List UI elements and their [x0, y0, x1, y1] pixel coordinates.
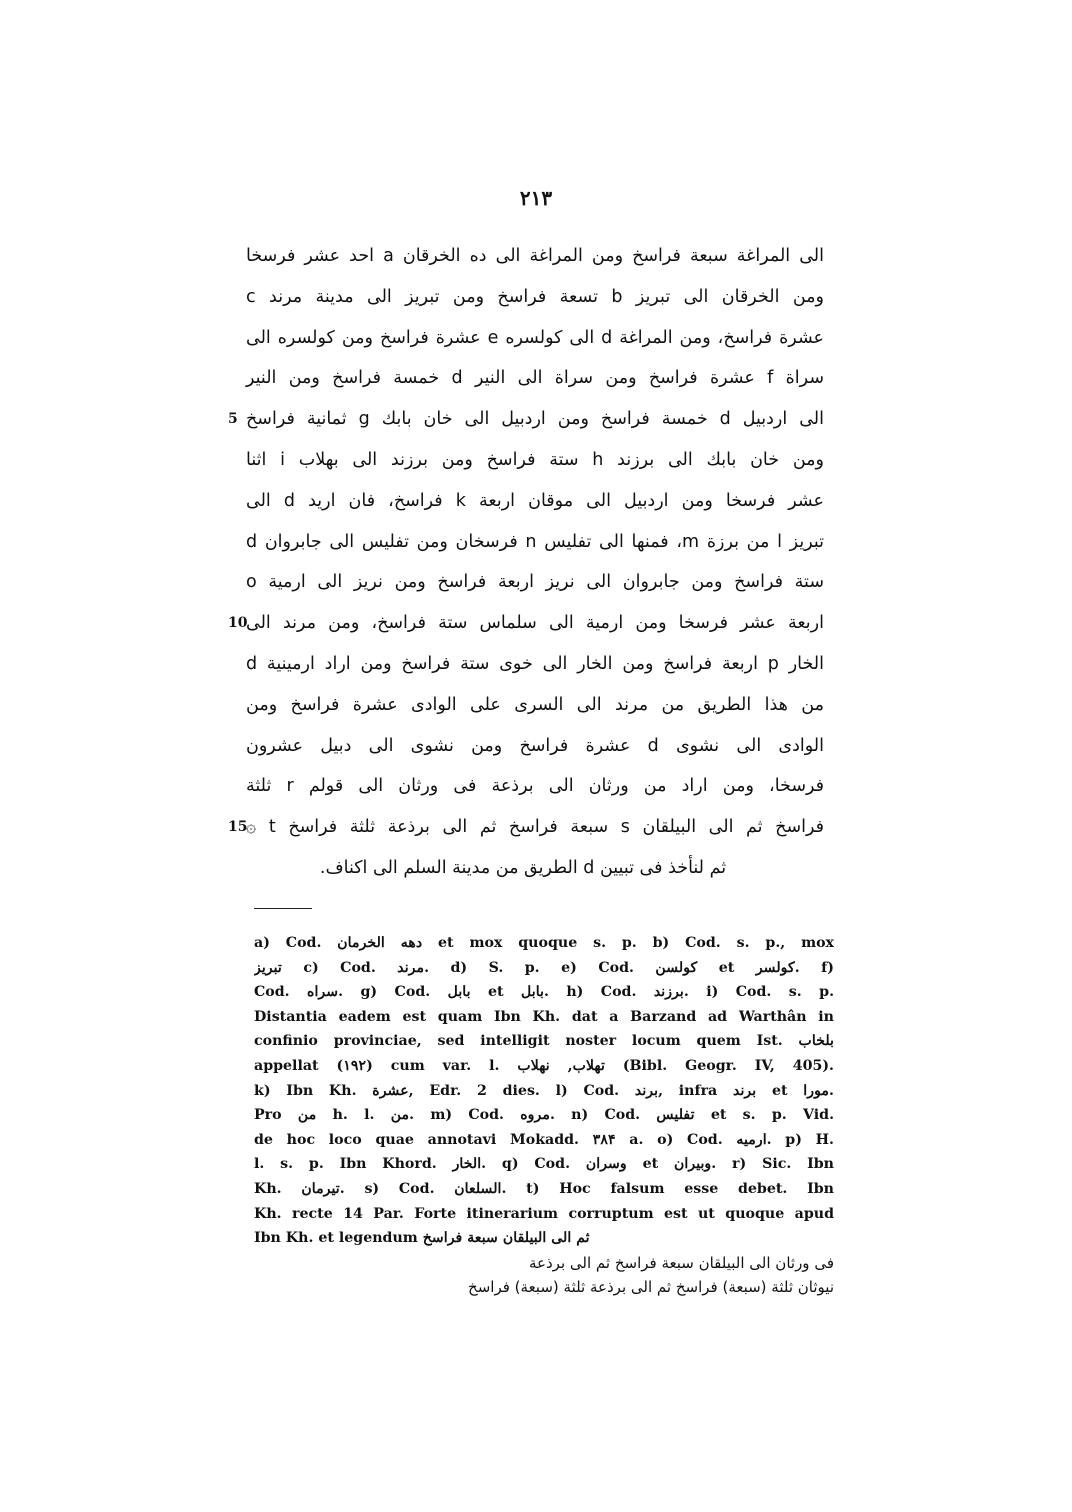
text-line-content: سراة f عشرة فراسخ ومن سراة الى النير d خمسة فراسخ ومن النير	[246, 368, 824, 389]
text-line	[228, 603, 824, 644]
text-line	[228, 399, 824, 440]
footnote-line: تبريز c) Cod. مرند. d) S. p. e) Cod. كولسن et كولسر. f)	[254, 959, 834, 976]
text-line	[246, 644, 824, 685]
text-line-content: من هذا الطريق من مرند الى السرى على الوادى عشرة فراسخ ومن	[246, 694, 824, 715]
line-number: 10	[228, 615, 248, 632]
text-line-content: ثم لنأخذ فى تبيين d الطريق من مدينة السلم الى اكناف.	[319, 857, 727, 878]
text-line-content: تبريز l من برزة m، فمنها الى تفليس n فرسخان ومن تفليس الى جابروان d	[246, 531, 824, 552]
text-line-content: عشرة فراسخ، ومن المراغة d الى كولسره e عشرة فراسخ ومن كولسره الى	[246, 327, 824, 348]
footnote-line: Distantia eadem est quam Ibn Kh. dat a Barzand ad Warthân in	[254, 1008, 834, 1025]
text-line	[246, 562, 824, 603]
text-line	[246, 236, 824, 277]
footnote-line: appellat (۱۹۲) cum var. l. تهلاب, نهلاب (Bibl. Geogr. IV, 405).	[254, 1057, 834, 1074]
text-line	[228, 807, 824, 848]
footnote-line: Kh. recte 14 Par. Forte itinerarium corruptum est ut quoque apud	[254, 1205, 834, 1222]
text-line-content: ومن خان بابك الى برزند h ستة فراسخ ومن برزند الى بهلاب i اثنا	[246, 449, 824, 470]
text-line	[246, 318, 824, 359]
text-line	[246, 440, 824, 481]
footnote-line: de hoc loco quae annotavi Mokadd. ۳۸۴ a. o) Cod. ارميه. p) H.	[254, 1131, 834, 1148]
footnote-line: confinio provinciae, sed intelligit noster locum quem Ist. بلخاب	[254, 1033, 834, 1050]
footnote-line: k) Ibn Kh. عشرة, Edr. 2 dies. l) Cod. برند, infra برند et مورا.	[254, 1082, 834, 1099]
text-line-content: الخار p اربعة فراسخ ومن الخار الى خوى ستة فراسخ ومن اراد ارمينية d	[246, 653, 824, 674]
footnote-line: Kh. تيرمان. s) Cod. السلعان. t) Hoc falsum esse debet. Ibn	[254, 1180, 834, 1197]
text-line-content: اربعة عشر فرسخا ومن ارمية الى سلماس ستة فراسخ، ومن مرند الى	[246, 613, 824, 634]
text-line-content: الى المراغة سبعة فراسخ ومن المراغة الى ده الخرقان a احد عشر فرسخا	[246, 246, 824, 266]
text-line	[246, 481, 824, 522]
footnote-line: نيوثان ثلثة (سبعة) فراسخ ثم الى برذعة ثلثة (سبعة) فراسخ	[468, 1278, 834, 1297]
text-line-content: الى اردبيل d خمسة فراسخ ومن اردبيل الى خان بابك g ثمانية فراسخ	[246, 409, 824, 430]
text-line	[246, 522, 824, 563]
text-line-content: فرسخا، ومن اراد من ورثان الى برذعة فى ورثان الى قولم r ثلثة	[246, 776, 825, 797]
text-line-content: عشر فرسخا ومن اردبيل الى موقان اربعة k فراسخ، فان اريد d الى	[246, 490, 824, 511]
line-number: 5	[228, 411, 238, 428]
footnotes	[254, 931, 834, 1300]
footnote-line: a) Cod. دهه الخرمان et mox quoque s. p. b) Cod. s. p., mox	[254, 935, 834, 951]
text-line	[246, 358, 824, 399]
footnote-line: Pro من h. l. من. m) Cod. مروه. n) Cod. تفليس et s. p. Vid.	[254, 1107, 834, 1124]
footnote-line: Ibn Kh. et legendum ثم الى البيلقان سبعة فراسخ	[254, 1230, 590, 1247]
text-line	[246, 766, 824, 807]
text-line-content: فراسخ ثم الى البيلقان s سبعة فراسخ ثم الى برذعة ثلثة فراسخ t ۞	[246, 817, 824, 838]
footnote-line: فى ورثان الى البيلقان سبعة فراسخ ثم الى برذعة	[529, 1253, 834, 1272]
footnote-line: Cod. سراه. g) Cod. بابل et بابل. h) Cod. برزند. i) Cod. s. p.	[254, 984, 834, 1001]
text-line-content: الوادى الى نشوى d عشرة فراسخ ومن نشوى الى دبيل عشرون	[246, 735, 824, 756]
main-text	[228, 236, 825, 889]
text-line	[246, 685, 824, 726]
text-line-content: ومن الخرقان الى تبريز b تسعة فراسخ ومن تبريز الى مدينة مرند c	[246, 286, 824, 307]
text-line-content: ستة فراسخ ومن جابروان الى نريز اربعة فراسخ ومن نريز الى ارمية o	[246, 572, 824, 593]
text-line	[246, 726, 824, 767]
text-line	[246, 277, 824, 318]
text-line	[246, 848, 824, 889]
line-number: 15	[228, 819, 248, 836]
page-number: ۲۱۳	[519, 186, 553, 210]
footnote-rule	[254, 908, 312, 909]
footnote-line: l. s. p. Ibn Khord. الخار. q) Cod. وسران et وبيران. r) Sic. Ibn	[254, 1156, 834, 1173]
